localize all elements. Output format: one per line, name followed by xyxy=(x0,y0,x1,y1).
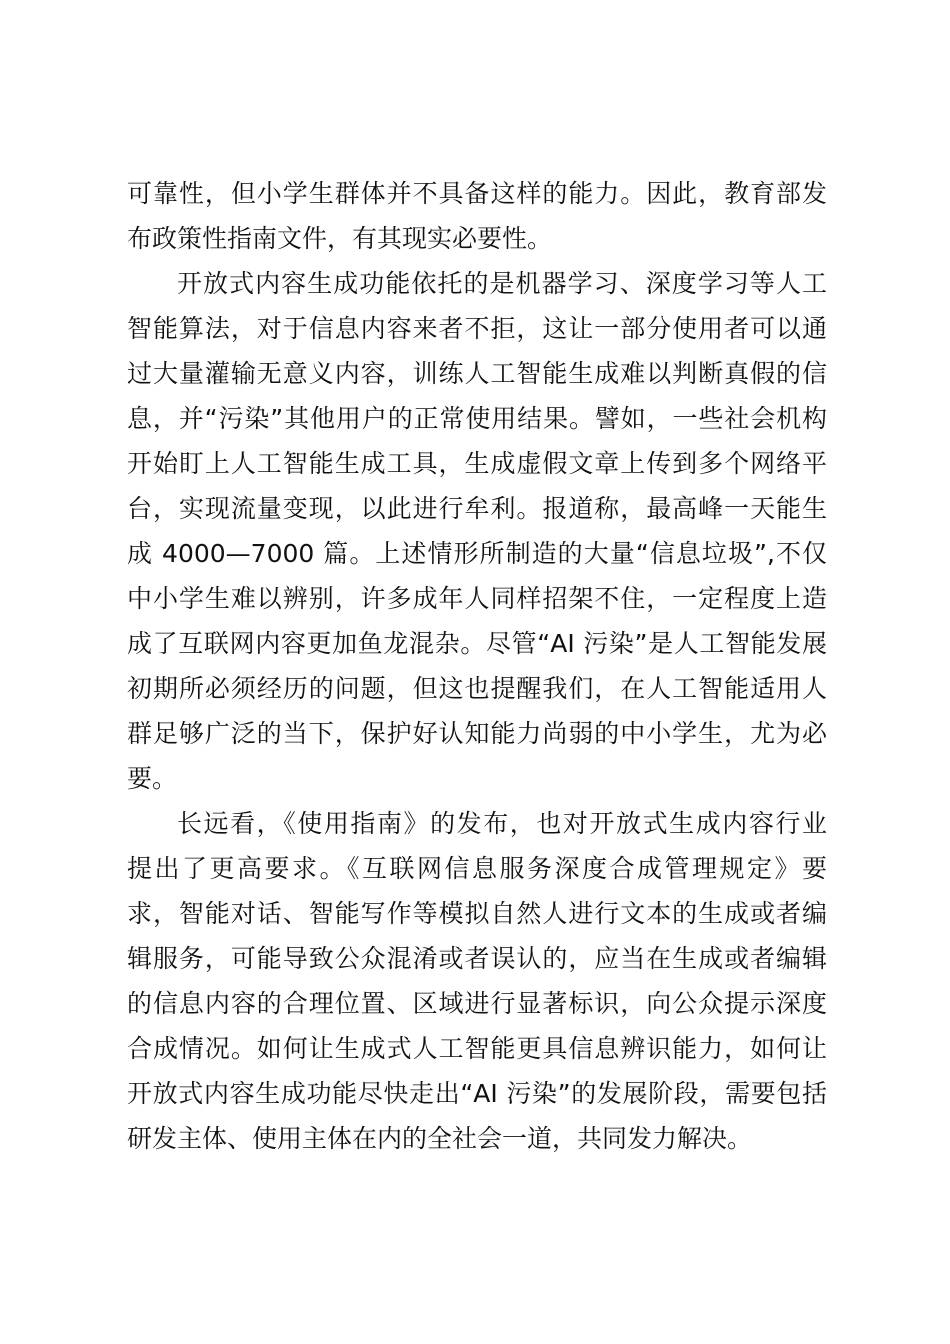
text-line: 开放式内容生成功能依托的是机器学习、深度学习等人工 xyxy=(177,269,827,298)
text-line: 中小学生难以辨别，许多成年人同样招架不住，一定程度上造 xyxy=(127,584,827,613)
text-line: 要。 xyxy=(127,764,178,793)
text-line: 过大量灌输无意义内容，训练人工智能生成难以判断真假的信 xyxy=(127,359,827,388)
text-line: 求，智能对话、智能写作等模拟自然人进行文本的生成或者编 xyxy=(127,899,827,928)
text-line: 长远看，《使用指南》的发布，也对开放式生成内容行业 xyxy=(177,809,827,838)
text-line: 初期所必须经历的问题，但这也提醒我们，在人工智能适用人 xyxy=(127,674,827,703)
document-body xyxy=(127,171,827,1161)
paragraph-1 xyxy=(127,171,827,261)
text-line: 息，并“污染”其他用户的正常使用结果。譬如，一些社会机构 xyxy=(127,404,827,433)
text-line: 研发主体、使用主体在内的全社会一道，共同发力解决。 xyxy=(127,1124,753,1153)
text-line: 可靠性，但小学生群体并不具备这样的能力。因此，教育部发 xyxy=(127,179,827,208)
text-line: 成 4000—7000 篇。上述情形所制造的大量“信息垃圾”,不仅 xyxy=(127,539,827,568)
text-line: 的信息内容的合理位置、区域进行显著标识，向公众提示深度 xyxy=(127,989,827,1018)
paragraph-2 xyxy=(127,261,827,801)
text-line: 开放式内容生成功能尽快走出“AI 污染”的发展阶段，需要包括 xyxy=(127,1079,827,1108)
text-line: 开始盯上人工智能生成工具，生成虚假文章上传到多个网络平 xyxy=(127,449,827,478)
text-line: 台，实现流量变现，以此进行牟利。报道称，最高峰一天能生 xyxy=(127,494,827,523)
text-line: 合成情况。如何让生成式人工智能更具信息辨识能力，如何让 xyxy=(127,1034,827,1063)
text-line: 提出了更高要求。《互联网信息服务深度合成管理规定》要 xyxy=(127,854,827,883)
text-line: 布政策性指南文件，有其现实必要性。 xyxy=(127,224,553,253)
text-line: 智能算法，对于信息内容来者不拒，这让一部分使用者可以通 xyxy=(127,314,827,343)
paragraph-3 xyxy=(127,801,827,1161)
text-line: 群足够广泛的当下，保护好认知能力尚弱的中小学生，尤为必 xyxy=(127,719,827,748)
text-line: 成了互联网内容更加鱼龙混杂。尽管“AI 污染”是人工智能发展 xyxy=(127,629,827,658)
text-line: 辑服务，可能导致公众混淆或者误认的，应当在生成或者编辑 xyxy=(127,944,827,973)
